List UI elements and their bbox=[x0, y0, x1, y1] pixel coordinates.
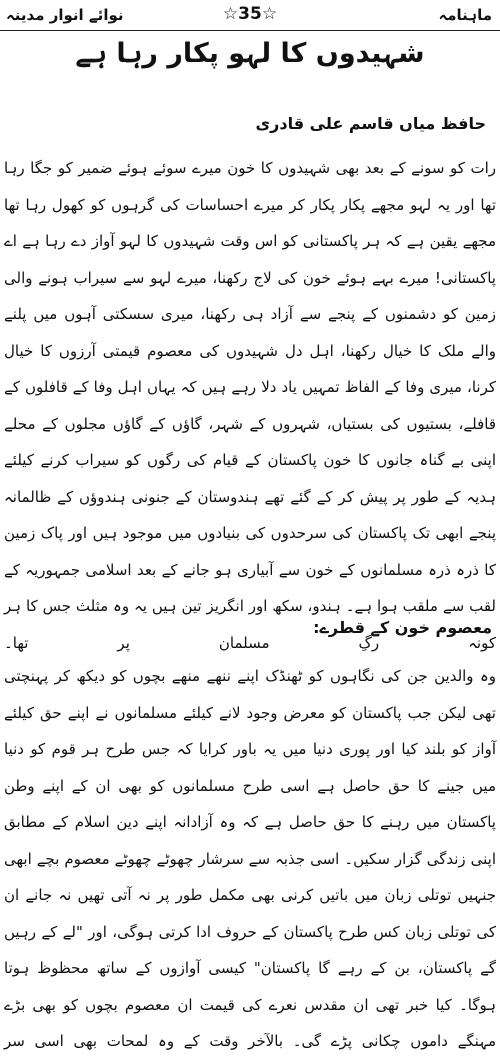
article-paragraph-2: وہ والدین جن کی نگاہوں کو ٹھنڈک اپنے ننھے منھے بچوں کو دیکھ کر پہنچتی تھی لیکن جب پاکستان کو معرض وجود لانے کیلئے مسلمانوں نے اپنے حق کیلئے آواز کو بلند کیا اور پوری دنیا میں یہ باور کرایا کہ جس طرح ہر قوم کو دنیا میں جینے کا حق حاصل ہے اسی طرح مسلمانوں کو بھی ان کے اپنے وطن پاکستان میں رہنے کا حق حاصل ہے کہ وہ آزادانہ اپنے دین اسلام کے مطابق اپنی زندگی گزار سکیں۔ اسی جذبہ سے سرشار چھوٹے چھوٹے معصوم بچے ابھی جنہیں توتلی زبان میں باتیں کرنی بھی مکمل طور پر نہ آتی تھیں نہ جانے ان کی توتلی زبان کس طرح پاکستان کے حروف ادا کرتی ہوگی، اور "لے کے رہیں گے پاکستان، بن کے رہے گا پاکستان" کیسی آوازوں کے ساتھ محظوظ ہوتا ہوگا۔ کیا خبر تھی ان مقدس نعرے کی قیمت ان معصوم بچوں کو بھی بڑے مہنگے داموں چکانی پڑے گی۔ بالآخر وقت کے وہ لمحات بھی اسی سر bbox=[4, 667, 496, 1050]
article-paragraph-1: رات کو سونے کے بعد بھی شہیدوں کا خون میرے سوئے ہوئے ضمیر کو جگا رہا تھا اور یہ لہو مجھے پکار پکار کر میرے احساسات کی گرہوں کو کھول رہا تھا مجھے یقین ہے کہ ہر پاکستانی کو اس وقت شہیدوں کا لہو آواز دے رہا ہے اے پاکستانی! میرے بہے ہوئے خون کی لاج رکھنا، میرے لہو سے سیراب ہونے والی زمین کو دشمنوں کے پنجے سے آزاد ہی رکھنا، میری سسکتی آہوں میں پلنے والے ملک کا خیال رکھنا، اہل دل شہیدوں کی معصوم قیمتی آرزوں کا خیال کرنا، میری وفا کے الفاظ تمہیں یاد دلا رہے ہیں کہ یہاں اہل وفا کے قافلوں کے قافلے، بستیوں کی بستیاں، شہروں کے شہر، گاؤں کے گاؤں مجلوں کے محلے اپنی بے گناہ جانوں کا خون پاکستان کے قیام کی رگوں کو سیراب کرنے کیلئے ہدیہ کے طور پر پیش کر کے گئے تھے ہندوستان کے جنونی ہندوؤں کے ظالمانہ پنجے ابھی تک پاکستان کی سرحدوں کی بنیادوں میں موجود ہیں اور پاک زمین کا ذرہ ذرہ مسلمانوں کے خون سے آبیاری ہو جانے کے بعد اسلامی جمہوریہ کے لقب سے ملقب ہوا ہے۔ ہندو، سکھ اور انگریز تین ہیں یہ وہ مثلث جس کا ہر کونہ رگِ مسلمان پر تھا۔ bbox=[4, 159, 496, 652]
page-header bbox=[0, 0, 500, 31]
article-author: حافظ میاں قاسم علی قادری bbox=[255, 114, 486, 133]
journal-name: نوائے انوار مدینہ bbox=[6, 6, 124, 24]
page-number: ☆35☆ bbox=[222, 4, 278, 24]
article-title: شہیدوں کا لہو پکار رہا ہے bbox=[75, 38, 425, 69]
section-subheading: معصوم خون کے قطرے: bbox=[313, 618, 492, 637]
magazine-label: ماہنامہ bbox=[438, 6, 492, 24]
